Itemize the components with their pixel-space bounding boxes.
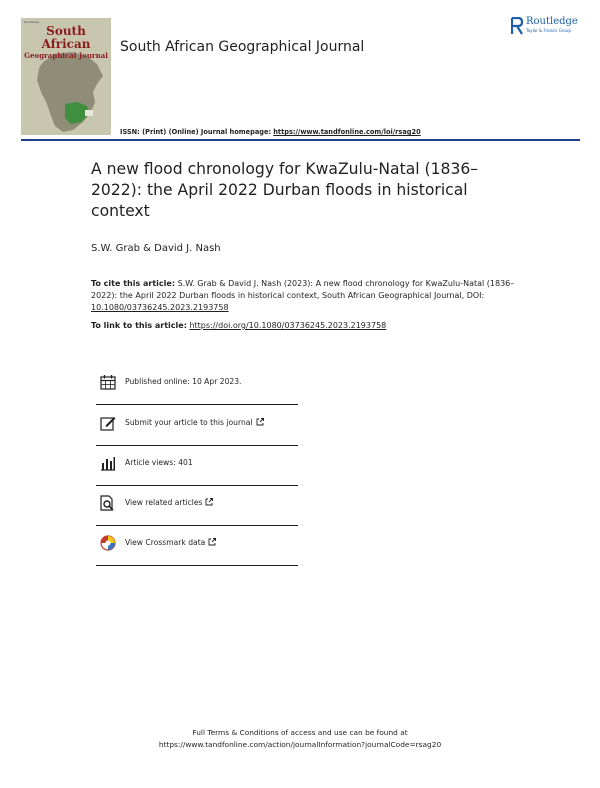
cite-label: To cite this article: xyxy=(91,279,176,288)
routledge-logo xyxy=(511,16,591,38)
publisher-tagline: Taylor & Francis Group xyxy=(526,28,571,33)
journal-cover xyxy=(21,18,111,135)
related-articles-label: View related articles xyxy=(125,498,203,507)
cover-publisher-tag: Routledge xyxy=(24,20,40,24)
cite-text: S.W. Grab & David J. Nash (2023): A new flood chronology for KwaZulu-Natal (1836–2022): the April 2022 Durban floods in historical context, South African Geographical Journal, DOI: xyxy=(91,279,515,300)
footer xyxy=(0,727,600,750)
info-row-submit[interactable] xyxy=(96,405,298,446)
submit-article-label: Submit your article to this journal xyxy=(125,418,253,427)
journal-homepage-link[interactable]: https://www.tandfonline.com/loi/rsag20 xyxy=(273,128,421,136)
article-authors: S.W. Grab & David J. Nash xyxy=(91,243,221,254)
routledge-logo-icon xyxy=(511,17,523,35)
calendar-icon xyxy=(100,374,116,390)
journal-name: South African Geographical Journal xyxy=(120,39,365,55)
article-doi-link[interactable]: https://doi.org/10.1080/03736245.2023.2193758 xyxy=(189,321,387,330)
header-rule xyxy=(21,139,580,141)
info-row-published xyxy=(96,364,298,405)
cover-title xyxy=(21,25,111,60)
issn-label: ISSN: (Print) (Online) Journal homepage: xyxy=(120,128,272,136)
external-link-icon xyxy=(256,418,264,426)
bar-chart-icon xyxy=(100,455,116,471)
footer-terms: Full Terms & Conditions of access and use can be found at xyxy=(192,728,408,737)
crossmark-icon xyxy=(100,535,116,551)
citation-block xyxy=(91,278,531,313)
published-date: Published online: 10 Apr 2023. xyxy=(125,377,242,386)
related-articles-icon xyxy=(100,495,116,511)
related-articles-link[interactable] xyxy=(125,498,213,507)
info-row-related[interactable] xyxy=(96,485,298,526)
article-title: A new flood chronology for KwaZulu-Natal (1836–2022): the April 2022 Durban floods in historical context xyxy=(91,160,479,220)
external-link-icon xyxy=(208,538,216,546)
issn-line xyxy=(120,128,421,136)
cite-doi-link[interactable]: 10.1080/03736245.2023.2193758 xyxy=(91,302,229,312)
info-row-views xyxy=(96,445,298,486)
cover-title-line1: South African xyxy=(41,24,91,51)
crossmark-link[interactable] xyxy=(125,538,216,547)
article-views: Article views: 401 xyxy=(125,458,193,467)
info-row-crossmark[interactable] xyxy=(96,525,298,566)
submit-article-link[interactable] xyxy=(125,418,264,427)
crossmark-label: View Crossmark data xyxy=(125,538,206,547)
edit-icon xyxy=(100,415,116,431)
article-link-row xyxy=(91,321,386,330)
footer-terms-link[interactable]: https://www.tandfonline.com/action/journalInformation?journalCode=rsag20 xyxy=(158,739,442,749)
cover-title-line2: Geographical Journal xyxy=(24,51,108,60)
external-link-icon xyxy=(205,498,213,506)
publisher-name: Routledge xyxy=(526,16,578,27)
row-divider xyxy=(96,565,298,566)
link-label: To link to this article: xyxy=(91,321,187,330)
